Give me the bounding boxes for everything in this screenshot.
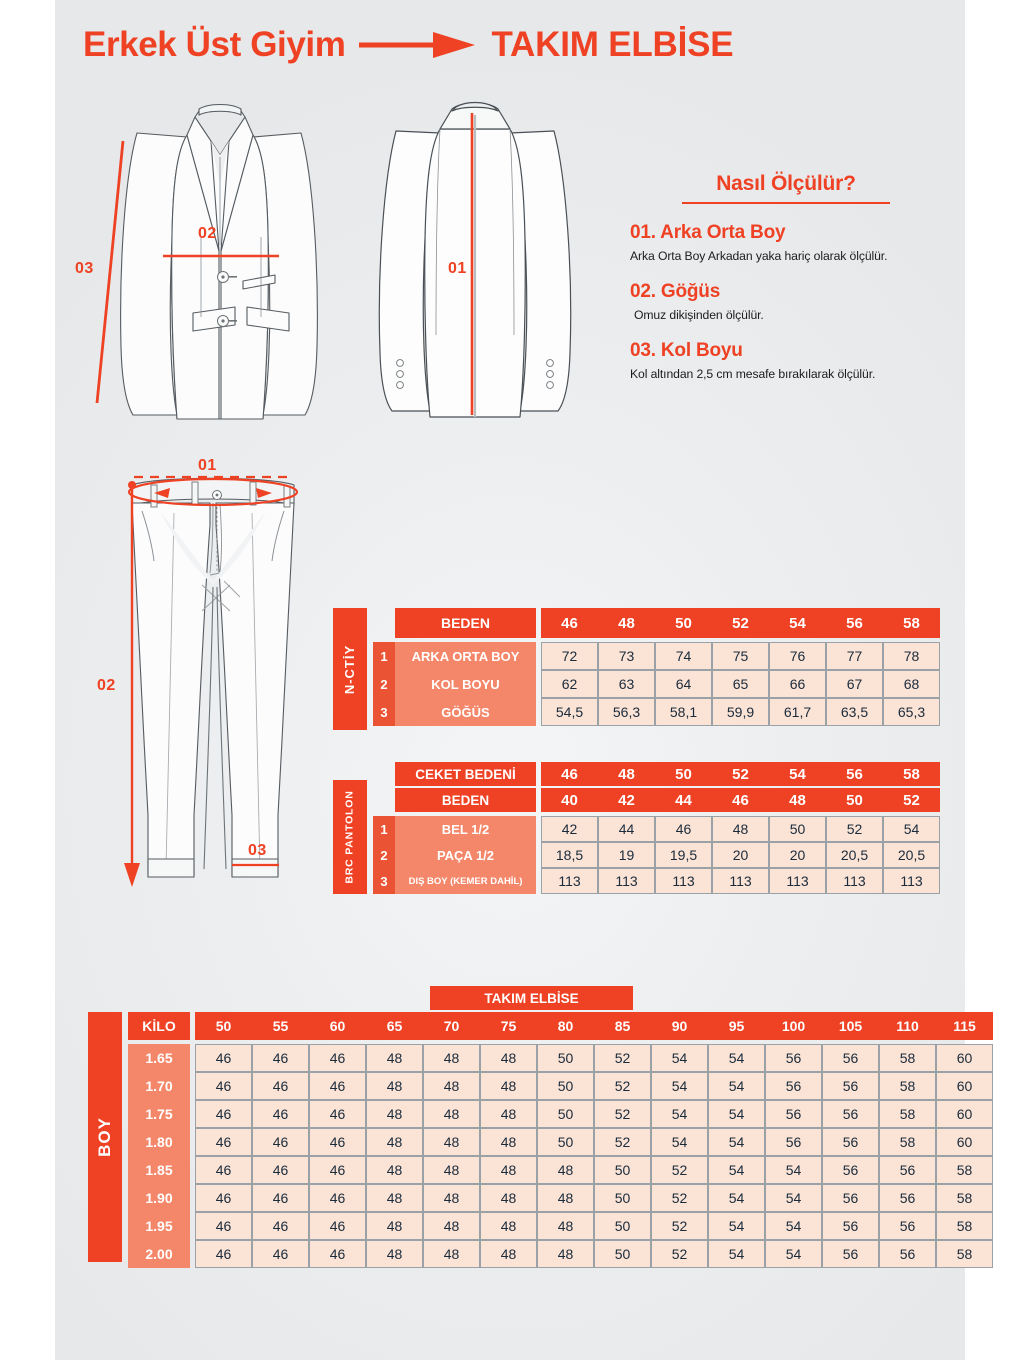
suit-cell-5-10: 54 bbox=[765, 1184, 822, 1212]
suit-cell-6-8: 52 bbox=[651, 1212, 708, 1240]
trouser-row-index-2: 3 bbox=[373, 868, 395, 894]
suit-cell-6-9: 54 bbox=[708, 1212, 765, 1240]
suit-cell-4-3: 48 bbox=[366, 1156, 423, 1184]
suit-height-label-5: 1.90 bbox=[128, 1184, 190, 1212]
jacket-cell-2-4: 61,7 bbox=[769, 698, 826, 726]
jacket-cell-0-6: 78 bbox=[883, 642, 940, 670]
trouser-cell-1-6: 20,5 bbox=[883, 842, 940, 868]
suit-cell-1-12: 58 bbox=[879, 1072, 936, 1100]
suit-cell-6-3: 48 bbox=[366, 1212, 423, 1240]
suit-weight-header-8: 90 bbox=[651, 1012, 708, 1040]
trouser-cell-2-3: 113 bbox=[712, 868, 769, 894]
trousers-illustration bbox=[98, 455, 348, 895]
suit-cell-4-6: 48 bbox=[537, 1156, 594, 1184]
trouser-jacket-size-2: 50 bbox=[655, 762, 712, 786]
trouser-cell-0-0: 42 bbox=[541, 816, 598, 842]
jacket-cell-1-6: 68 bbox=[883, 670, 940, 698]
trouser-cell-1-4: 20 bbox=[769, 842, 826, 868]
jacket-table-vertical-label bbox=[333, 608, 367, 730]
table-row bbox=[128, 1184, 993, 1212]
suit-cell-5-4: 48 bbox=[423, 1184, 480, 1212]
trouser-row-index-1: 2 bbox=[373, 842, 395, 868]
jacket-table-vertical-label-text: N-CTİY bbox=[342, 644, 358, 694]
jacket-measurement-table bbox=[333, 608, 933, 730]
suit-cell-4-8: 52 bbox=[651, 1156, 708, 1184]
suit-cell-1-9: 54 bbox=[708, 1072, 765, 1100]
trouser-cell-0-5: 52 bbox=[826, 816, 883, 842]
suit-cell-1-0: 46 bbox=[195, 1072, 252, 1100]
suit-weight-header-0: 50 bbox=[195, 1012, 252, 1040]
suit-cell-3-0: 46 bbox=[195, 1128, 252, 1156]
jacket-front-illustration bbox=[75, 85, 345, 445]
suit-cell-7-13: 58 bbox=[936, 1240, 993, 1268]
suit-weight-header-3: 65 bbox=[366, 1012, 423, 1040]
trouser-size-3: 46 bbox=[712, 788, 769, 812]
suit-cell-7-9: 54 bbox=[708, 1240, 765, 1268]
jacket-size-header-0: 46 bbox=[541, 608, 598, 638]
suit-height-label-4: 1.85 bbox=[128, 1156, 190, 1184]
suit-cell-2-7: 52 bbox=[594, 1100, 651, 1128]
suit-cell-3-1: 46 bbox=[252, 1128, 309, 1156]
measure-label-sleeve-front: 03 bbox=[75, 260, 94, 277]
suit-cell-2-0: 46 bbox=[195, 1100, 252, 1128]
measure-label-trouser-hem: 03 bbox=[248, 842, 267, 859]
jacket-row-index-0: 1 bbox=[373, 642, 395, 670]
page-header bbox=[55, 14, 965, 76]
suit-cell-0-3: 48 bbox=[366, 1044, 423, 1072]
jacket-size-header-2: 50 bbox=[655, 608, 712, 638]
suit-cell-3-5: 48 bbox=[480, 1128, 537, 1156]
trouser-table-vertical-label bbox=[333, 780, 367, 894]
measure-label-trouser-waist: 01 bbox=[198, 457, 217, 474]
suit-cell-0-10: 56 bbox=[765, 1044, 822, 1072]
table-row bbox=[128, 1240, 993, 1268]
trouser-cell-2-4: 113 bbox=[769, 868, 826, 894]
suit-cell-5-2: 46 bbox=[309, 1184, 366, 1212]
right-arrow-icon bbox=[359, 30, 477, 60]
suit-cell-0-2: 46 bbox=[309, 1044, 366, 1072]
suit-cell-2-6: 50 bbox=[537, 1100, 594, 1128]
trouser-cell-1-3: 20 bbox=[712, 842, 769, 868]
suit-cell-7-7: 50 bbox=[594, 1240, 651, 1268]
suit-cell-0-7: 52 bbox=[594, 1044, 651, 1072]
suit-weight-header-7: 85 bbox=[594, 1012, 651, 1040]
trouser-size-2: 44 bbox=[655, 788, 712, 812]
suit-cell-3-2: 46 bbox=[309, 1128, 366, 1156]
suit-cell-2-5: 48 bbox=[480, 1100, 537, 1128]
suit-cell-3-12: 58 bbox=[879, 1128, 936, 1156]
how-to-measure-divider bbox=[682, 202, 890, 204]
trouser-row-index-0: 1 bbox=[373, 816, 395, 842]
suit-height-label-1: 1.70 bbox=[128, 1072, 190, 1100]
jacket-cell-1-2: 64 bbox=[655, 670, 712, 698]
suit-weight-header-12: 110 bbox=[879, 1012, 936, 1040]
trouser-table-header-label-1: CEKET BEDENİ bbox=[395, 762, 536, 786]
jacket-back-illustration bbox=[360, 85, 590, 445]
suit-cell-0-11: 56 bbox=[822, 1044, 879, 1072]
suit-cell-5-3: 48 bbox=[366, 1184, 423, 1212]
suit-cell-0-5: 48 bbox=[480, 1044, 537, 1072]
table-row bbox=[373, 842, 940, 868]
jacket-cell-0-2: 74 bbox=[655, 642, 712, 670]
suit-weight-header-9: 95 bbox=[708, 1012, 765, 1040]
trouser-table-vertical-label-text: BRC PANTOLON bbox=[344, 790, 356, 884]
how-to-text-3: Kol altından 2,5 cm mesafe bırakılarak ölçülür. bbox=[630, 367, 876, 381]
jacket-cell-2-1: 56,3 bbox=[598, 698, 655, 726]
jacket-cell-2-6: 65,3 bbox=[883, 698, 940, 726]
suit-cell-1-10: 56 bbox=[765, 1072, 822, 1100]
suit-height-label-6: 1.95 bbox=[128, 1212, 190, 1240]
suit-cell-5-5: 48 bbox=[480, 1184, 537, 1212]
jacket-cell-1-0: 62 bbox=[541, 670, 598, 698]
table-row bbox=[128, 1100, 993, 1128]
suit-cell-4-0: 46 bbox=[195, 1156, 252, 1184]
suit-height-label-7: 2.00 bbox=[128, 1240, 190, 1268]
how-to-heading-3: 03. Kol Boyu bbox=[630, 340, 743, 361]
trouser-size-5: 50 bbox=[826, 788, 883, 812]
suit-cell-2-9: 54 bbox=[708, 1100, 765, 1128]
trouser-cell-0-3: 48 bbox=[712, 816, 769, 842]
jacket-cell-0-5: 77 bbox=[826, 642, 883, 670]
how-to-text-2: Omuz dikişinden ölçülür. bbox=[634, 308, 764, 322]
suit-table-header-row bbox=[128, 1012, 993, 1040]
suit-cell-2-11: 56 bbox=[822, 1100, 879, 1128]
suit-cell-1-2: 46 bbox=[309, 1072, 366, 1100]
suit-table-vertical-label bbox=[88, 1012, 122, 1262]
trouser-row-label-2: DIŞ BOY (KEMER DAHİL) bbox=[395, 868, 536, 894]
suit-cell-2-1: 46 bbox=[252, 1100, 309, 1128]
suit-cell-5-12: 56 bbox=[879, 1184, 936, 1212]
suit-cell-3-11: 56 bbox=[822, 1128, 879, 1156]
trouser-jacket-size-6: 58 bbox=[883, 762, 940, 786]
trouser-table-header-row-2 bbox=[395, 788, 940, 812]
how-to-heading-1: 01. Arka Orta Boy bbox=[630, 222, 786, 243]
suit-height-label-2: 1.75 bbox=[128, 1100, 190, 1128]
suit-weight-header-5: 75 bbox=[480, 1012, 537, 1040]
suit-cell-0-13: 60 bbox=[936, 1044, 993, 1072]
suit-cell-1-5: 48 bbox=[480, 1072, 537, 1100]
how-to-measure-panel bbox=[630, 172, 942, 381]
suit-cell-6-12: 56 bbox=[879, 1212, 936, 1240]
jacket-row-label-1: KOL BOYU bbox=[395, 670, 536, 698]
suit-cell-1-11: 56 bbox=[822, 1072, 879, 1100]
jacket-cell-2-0: 54,5 bbox=[541, 698, 598, 726]
suit-cell-6-4: 48 bbox=[423, 1212, 480, 1240]
suit-cell-4-1: 46 bbox=[252, 1156, 309, 1184]
trouser-cell-0-1: 44 bbox=[598, 816, 655, 842]
jacket-row-label-2: GÖĞÜS bbox=[395, 698, 536, 726]
trouser-size-1: 42 bbox=[598, 788, 655, 812]
jacket-cell-0-4: 76 bbox=[769, 642, 826, 670]
suit-cell-6-10: 54 bbox=[765, 1212, 822, 1240]
jacket-size-header-6: 58 bbox=[883, 608, 940, 638]
suit-cell-3-13: 60 bbox=[936, 1128, 993, 1156]
jacket-size-header-1: 48 bbox=[598, 608, 655, 638]
suit-table-corner-label: KİLO bbox=[128, 1012, 190, 1040]
jacket-cell-1-4: 66 bbox=[769, 670, 826, 698]
suit-cell-4-7: 50 bbox=[594, 1156, 651, 1184]
suit-cell-5-9: 54 bbox=[708, 1184, 765, 1212]
trouser-cell-2-2: 113 bbox=[655, 868, 712, 894]
jacket-cell-2-5: 63,5 bbox=[826, 698, 883, 726]
suit-cell-4-9: 54 bbox=[708, 1156, 765, 1184]
suit-cell-4-10: 54 bbox=[765, 1156, 822, 1184]
trouser-jacket-size-3: 52 bbox=[712, 762, 769, 786]
how-to-heading-2: 02. Göğüs bbox=[630, 281, 721, 302]
how-to-item-3 bbox=[630, 340, 942, 381]
trouser-jacket-size-0: 46 bbox=[541, 762, 598, 786]
suit-cell-0-0: 46 bbox=[195, 1044, 252, 1072]
suit-cell-4-4: 48 bbox=[423, 1156, 480, 1184]
measure-label-back-length: 01 bbox=[448, 260, 467, 277]
table-row bbox=[373, 698, 940, 726]
jacket-cell-1-1: 63 bbox=[598, 670, 655, 698]
suit-cell-4-12: 56 bbox=[879, 1156, 936, 1184]
suit-cell-3-3: 48 bbox=[366, 1128, 423, 1156]
suit-cell-0-9: 54 bbox=[708, 1044, 765, 1072]
table-row bbox=[128, 1156, 993, 1184]
jacket-cell-0-0: 72 bbox=[541, 642, 598, 670]
trouser-cell-0-6: 54 bbox=[883, 816, 940, 842]
suit-cell-7-6: 48 bbox=[537, 1240, 594, 1268]
trouser-jacket-size-4: 54 bbox=[769, 762, 826, 786]
suit-size-table bbox=[88, 986, 976, 1262]
trouser-cell-1-0: 18,5 bbox=[541, 842, 598, 868]
suit-cell-3-10: 56 bbox=[765, 1128, 822, 1156]
suit-cell-1-8: 54 bbox=[651, 1072, 708, 1100]
trouser-jacket-size-1: 48 bbox=[598, 762, 655, 786]
suit-cell-7-0: 46 bbox=[195, 1240, 252, 1268]
suit-cell-3-7: 52 bbox=[594, 1128, 651, 1156]
trouser-jacket-size-5: 56 bbox=[826, 762, 883, 786]
jacket-cell-2-3: 59,9 bbox=[712, 698, 769, 726]
suit-cell-7-1: 46 bbox=[252, 1240, 309, 1268]
suit-table-vertical-label-text: BOY bbox=[95, 1117, 114, 1157]
suit-cell-0-6: 50 bbox=[537, 1044, 594, 1072]
suit-cell-4-5: 48 bbox=[480, 1156, 537, 1184]
suit-cell-6-11: 56 bbox=[822, 1212, 879, 1240]
suit-cell-2-13: 60 bbox=[936, 1100, 993, 1128]
suit-cell-5-1: 46 bbox=[252, 1184, 309, 1212]
suit-cell-3-9: 54 bbox=[708, 1128, 765, 1156]
suit-height-label-0: 1.65 bbox=[128, 1044, 190, 1072]
trouser-cell-2-5: 113 bbox=[826, 868, 883, 894]
suit-cell-6-7: 50 bbox=[594, 1212, 651, 1240]
suit-cell-5-6: 48 bbox=[537, 1184, 594, 1212]
suit-table-banner: TAKIM ELBİSE bbox=[430, 986, 633, 1010]
table-row bbox=[373, 670, 940, 698]
suit-cell-7-2: 46 bbox=[309, 1240, 366, 1268]
suit-cell-6-0: 46 bbox=[195, 1212, 252, 1240]
suit-height-label-3: 1.80 bbox=[128, 1128, 190, 1156]
measure-label-trouser-outseam: 02 bbox=[97, 677, 116, 694]
how-to-text-1: Arka Orta Boy Arkadan yaka hariç olarak ölçülür. bbox=[630, 249, 888, 263]
suit-cell-1-4: 48 bbox=[423, 1072, 480, 1100]
suit-cell-4-13: 58 bbox=[936, 1156, 993, 1184]
suit-weight-header-1: 55 bbox=[252, 1012, 309, 1040]
table-row bbox=[373, 816, 940, 842]
suit-cell-4-11: 56 bbox=[822, 1156, 879, 1184]
table-row bbox=[128, 1044, 993, 1072]
suit-cell-7-12: 56 bbox=[879, 1240, 936, 1268]
suit-cell-2-12: 58 bbox=[879, 1100, 936, 1128]
suit-cell-1-7: 52 bbox=[594, 1072, 651, 1100]
trouser-cell-0-2: 46 bbox=[655, 816, 712, 842]
trouser-row-label-1: PAÇA 1/2 bbox=[395, 842, 536, 868]
suit-cell-6-6: 48 bbox=[537, 1212, 594, 1240]
jacket-size-header-3: 52 bbox=[712, 608, 769, 638]
suit-cell-3-4: 48 bbox=[423, 1128, 480, 1156]
suit-cell-1-3: 48 bbox=[366, 1072, 423, 1100]
suit-cell-7-3: 48 bbox=[366, 1240, 423, 1268]
how-to-measure-title: Nasıl Ölçülür? bbox=[716, 172, 856, 195]
suit-cell-1-13: 60 bbox=[936, 1072, 993, 1100]
trouser-cell-0-4: 50 bbox=[769, 816, 826, 842]
trouser-cell-1-5: 20,5 bbox=[826, 842, 883, 868]
suit-cell-6-5: 48 bbox=[480, 1212, 537, 1240]
suit-weight-header-10: 100 bbox=[765, 1012, 822, 1040]
suit-cell-7-5: 48 bbox=[480, 1240, 537, 1268]
trouser-size-4: 48 bbox=[769, 788, 826, 812]
jacket-cell-0-1: 73 bbox=[598, 642, 655, 670]
jacket-cell-1-5: 67 bbox=[826, 670, 883, 698]
suit-cell-0-1: 46 bbox=[252, 1044, 309, 1072]
suit-weight-header-11: 105 bbox=[822, 1012, 879, 1040]
trouser-table-header-row-1 bbox=[395, 762, 940, 786]
suit-cell-6-1: 46 bbox=[252, 1212, 309, 1240]
suit-weight-header-4: 70 bbox=[423, 1012, 480, 1040]
suit-weight-header-13: 115 bbox=[936, 1012, 993, 1040]
suit-cell-0-4: 48 bbox=[423, 1044, 480, 1072]
suit-cell-5-11: 56 bbox=[822, 1184, 879, 1212]
table-row bbox=[128, 1212, 993, 1240]
table-row bbox=[128, 1128, 993, 1156]
jacket-row-index-1: 2 bbox=[373, 670, 395, 698]
jacket-row-index-2: 3 bbox=[373, 698, 395, 726]
suit-cell-5-7: 50 bbox=[594, 1184, 651, 1212]
suit-cell-2-10: 56 bbox=[765, 1100, 822, 1128]
trouser-cell-1-1: 19 bbox=[598, 842, 655, 868]
suit-cell-5-8: 52 bbox=[651, 1184, 708, 1212]
how-to-item-1 bbox=[630, 222, 942, 263]
jacket-table-header-row bbox=[395, 608, 940, 638]
jacket-size-header-5: 56 bbox=[826, 608, 883, 638]
suit-weight-header-6: 80 bbox=[537, 1012, 594, 1040]
suit-cell-7-8: 52 bbox=[651, 1240, 708, 1268]
page-title-category: Erkek Üst Giyim bbox=[83, 25, 346, 64]
jacket-table-header-label: BEDEN bbox=[395, 608, 536, 638]
trouser-size-0: 40 bbox=[541, 788, 598, 812]
how-to-item-2 bbox=[630, 281, 942, 322]
trouser-size-6: 52 bbox=[883, 788, 940, 812]
trouser-row-label-0: BEL 1/2 bbox=[395, 816, 536, 842]
suit-cell-5-13: 58 bbox=[936, 1184, 993, 1212]
suit-weight-header-2: 60 bbox=[309, 1012, 366, 1040]
trouser-cell-2-6: 113 bbox=[883, 868, 940, 894]
suit-cell-2-4: 48 bbox=[423, 1100, 480, 1128]
table-row bbox=[373, 868, 940, 894]
jacket-cell-2-2: 58,1 bbox=[655, 698, 712, 726]
suit-cell-0-8: 54 bbox=[651, 1044, 708, 1072]
suit-cell-2-3: 48 bbox=[366, 1100, 423, 1128]
table-row bbox=[128, 1072, 993, 1100]
suit-cell-2-8: 54 bbox=[651, 1100, 708, 1128]
suit-cell-7-10: 54 bbox=[765, 1240, 822, 1268]
suit-cell-0-12: 58 bbox=[879, 1044, 936, 1072]
trouser-cell-2-0: 113 bbox=[541, 868, 598, 894]
suit-cell-3-8: 54 bbox=[651, 1128, 708, 1156]
suit-cell-2-2: 46 bbox=[309, 1100, 366, 1128]
trouser-table-header-label-2: BEDEN bbox=[395, 788, 536, 812]
jacket-cell-1-3: 65 bbox=[712, 670, 769, 698]
jacket-cell-0-3: 75 bbox=[712, 642, 769, 670]
suit-cell-7-11: 56 bbox=[822, 1240, 879, 1268]
suit-cell-3-6: 50 bbox=[537, 1128, 594, 1156]
jacket-size-header-4: 54 bbox=[769, 608, 826, 638]
page-title-product: TAKIM ELBİSE bbox=[491, 25, 734, 64]
suit-cell-6-2: 46 bbox=[309, 1212, 366, 1240]
suit-cell-1-6: 50 bbox=[537, 1072, 594, 1100]
jacket-row-label-0: ARKA ORTA BOY bbox=[395, 642, 536, 670]
trouser-measurement-table bbox=[333, 762, 933, 894]
suit-cell-7-4: 48 bbox=[423, 1240, 480, 1268]
suit-cell-6-13: 58 bbox=[936, 1212, 993, 1240]
suit-cell-5-0: 46 bbox=[195, 1184, 252, 1212]
suit-cell-4-2: 46 bbox=[309, 1156, 366, 1184]
suit-cell-1-1: 46 bbox=[252, 1072, 309, 1100]
table-row bbox=[373, 642, 940, 670]
trouser-cell-1-2: 19,5 bbox=[655, 842, 712, 868]
trouser-cell-2-1: 113 bbox=[598, 868, 655, 894]
measure-label-chest-front: 02 bbox=[198, 225, 217, 242]
